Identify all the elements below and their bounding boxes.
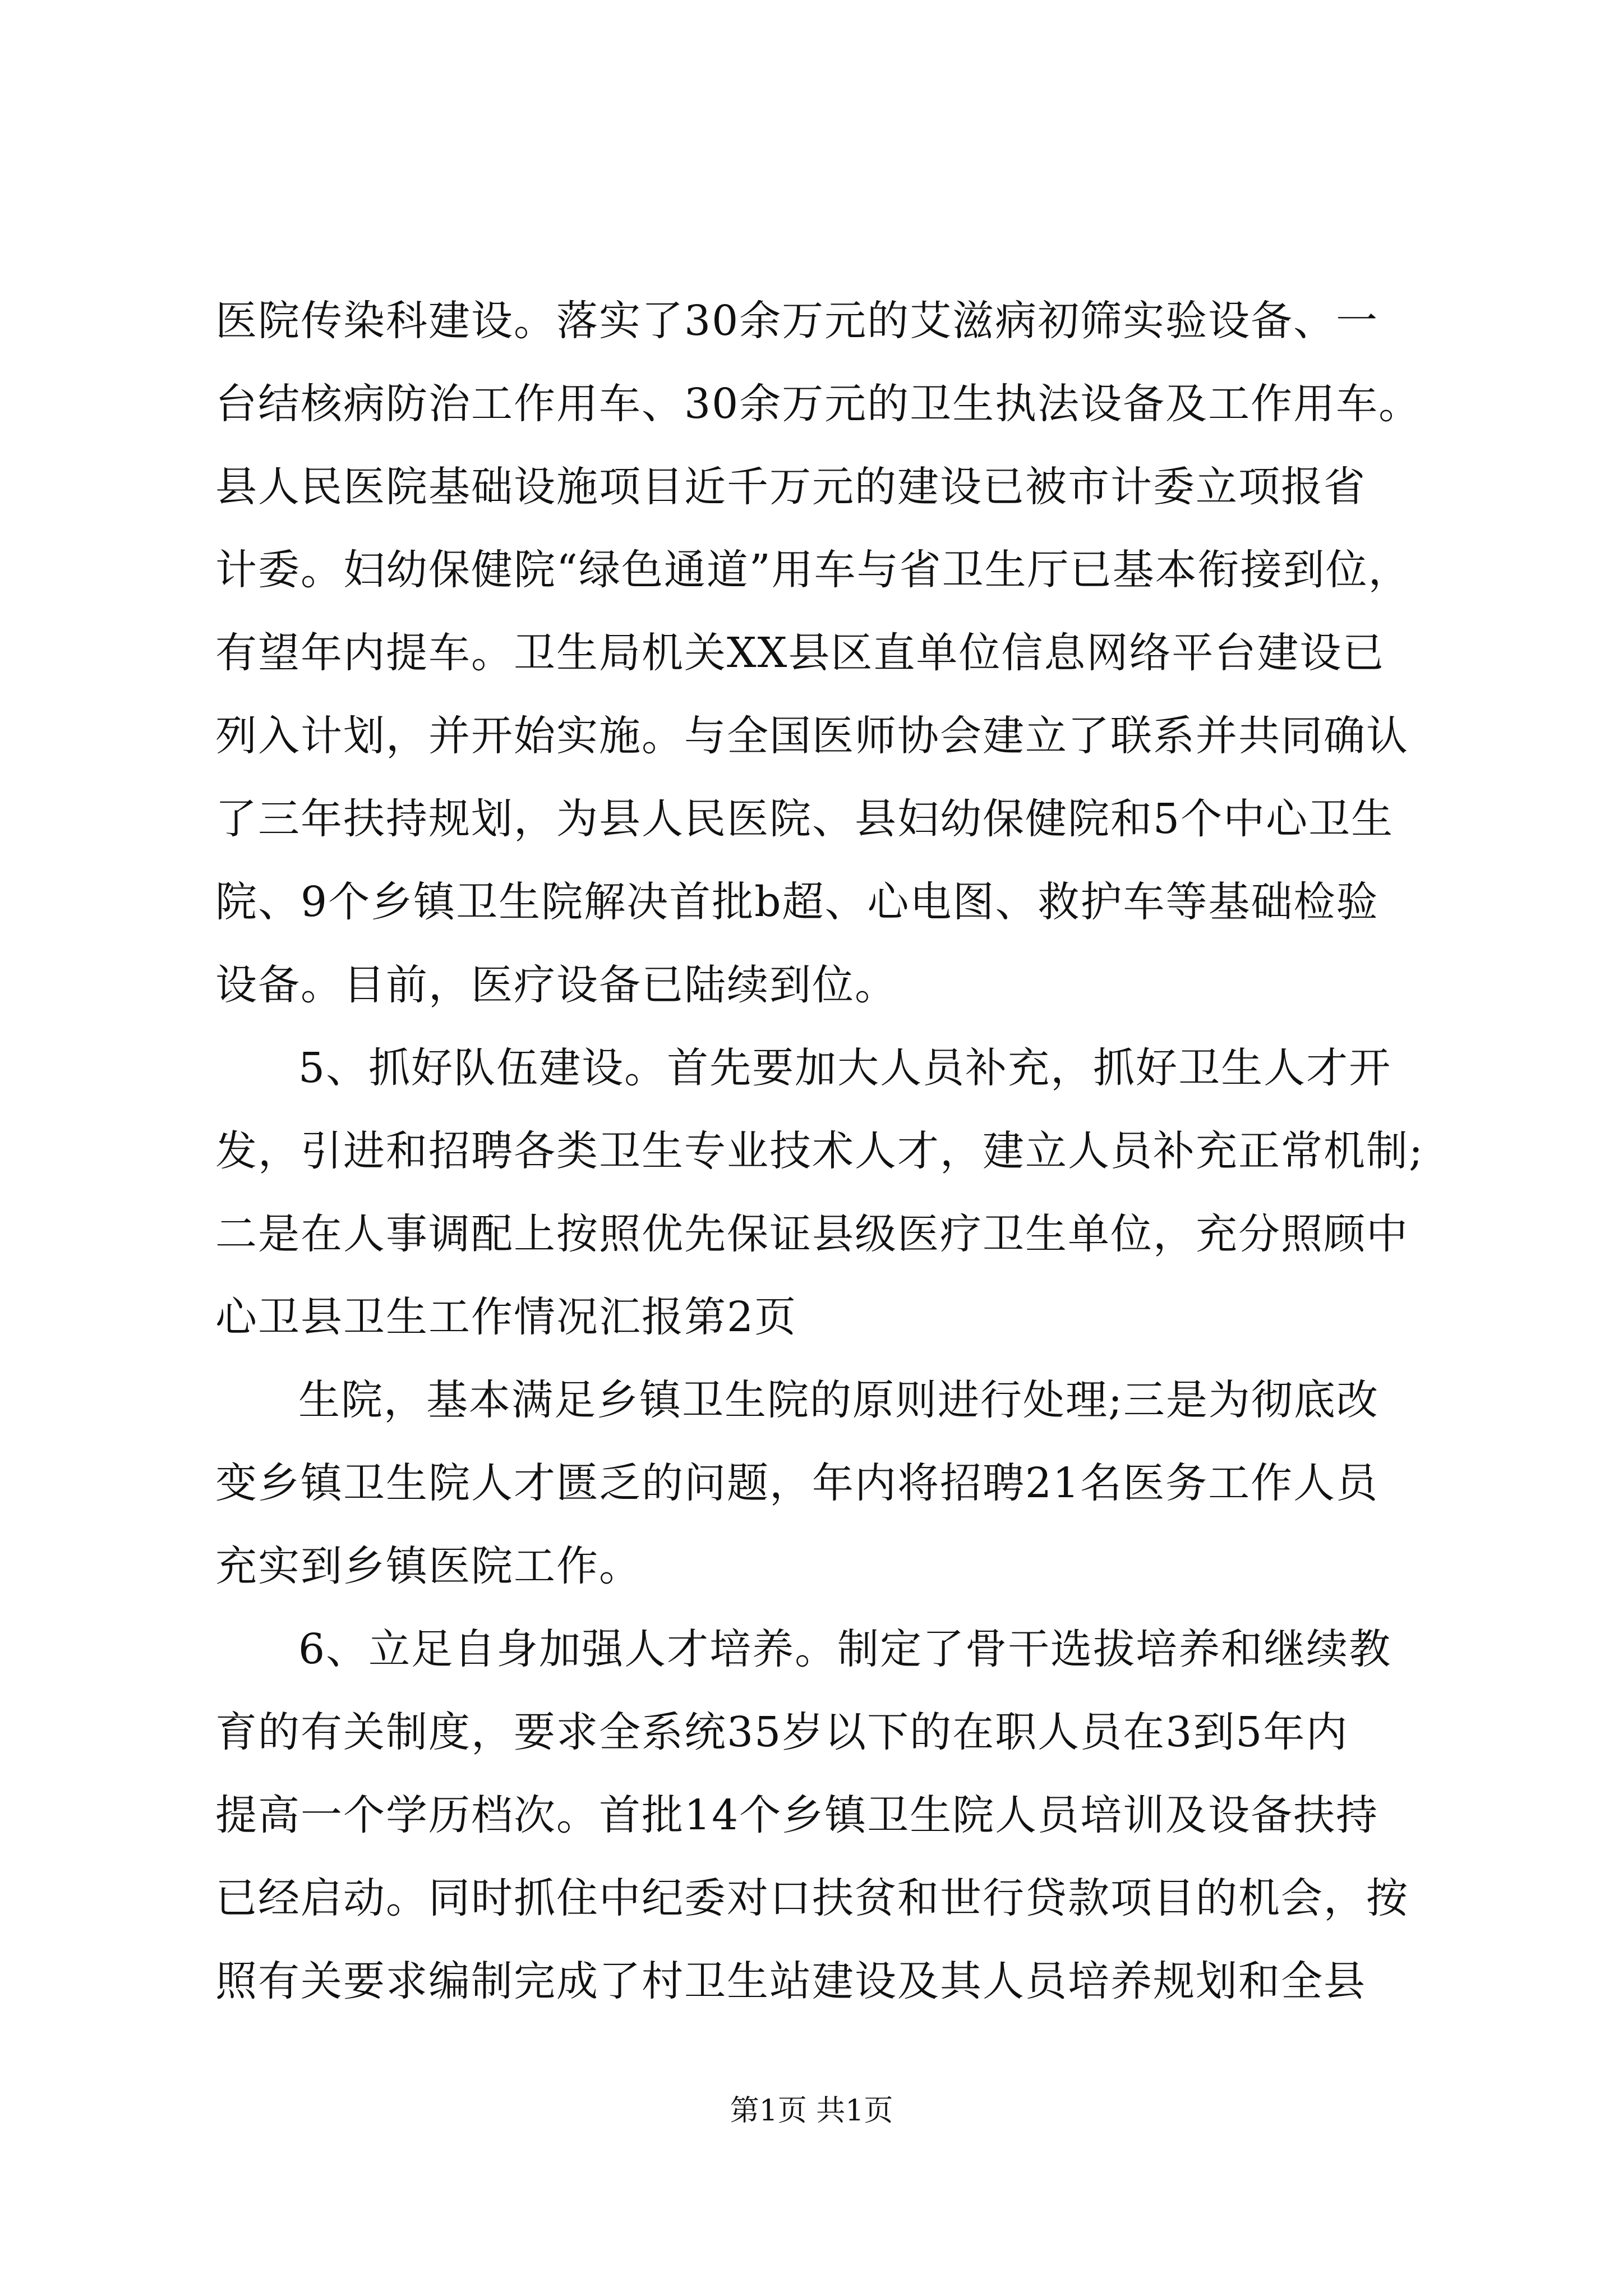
text-line: 5、抓好队伍建设。首先要加大人员补充，抓好卫生人才开	[298, 1044, 1392, 1092]
text-line: 医院传染科建设。落实了30余万元的艾滋病初筛实验设备、一	[215, 297, 1379, 345]
page-footer: 第1页 共1页	[730, 2094, 893, 2128]
paragraph-training	[215, 1608, 1415, 2023]
text-line: 充实到乡镇医院工作。	[215, 1542, 642, 1590]
document-body	[215, 279, 1424, 2023]
text-line: 提高一个学历档次。首批14个乡镇卫生院人员培训及设备扶持	[215, 1791, 1379, 1839]
text-line: 列入计划，并开始实施。与全国医师协会建立了联系并共同确认	[215, 712, 1409, 760]
paragraph-staffing	[215, 1359, 1415, 1608]
paragraph-equipment	[215, 279, 1422, 1027]
text-line: 设备。目前，医疗设备已陆续到位。	[215, 961, 897, 1009]
text-line: 照有关要求编制完成了村卫生站建设及其人员培养规划和全县	[215, 1957, 1366, 2005]
text-line: 心卫县卫生工作情况汇报第2页	[215, 1293, 797, 1341]
text-line: 有望年内提车。卫生局机关XX县区直单位信息网络平台建设已	[215, 629, 1385, 677]
paragraph-team-building	[215, 1027, 1424, 1359]
text-line: 发，引进和招聘各类卫生专业技术人才，建立人员补充正常机制;	[215, 1127, 1424, 1175]
text-line: 育的有关制度，要求全系统35岁以下的在职人员在3到5年内	[215, 1708, 1349, 1756]
text-line: 生院，基本满足乡镇卫生院的原则进行处理;三是为彻底改	[298, 1376, 1379, 1424]
text-line: 变乡镇卫生院人才匮乏的问题，年内将招聘21名医务工作人员	[215, 1459, 1379, 1507]
text-line: 已经启动。同时抓住中纪委对口扶贫和世行贷款项目的机会，按	[215, 1874, 1409, 1922]
text-line: 院、9个乡镇卫生院解决首批b超、心电图、救护车等基础检验	[215, 878, 1379, 926]
text-line: 6、立足自身加强人才培养。制定了骨干选拔培养和继续教	[298, 1625, 1392, 1673]
text-line: 县人民医院基础设施项目近千万元的建设已被市计委立项报省	[215, 463, 1366, 511]
text-line: 台结核病防治工作用车、30余万元的卫生执法设备及工作用车。	[215, 380, 1422, 428]
text-line: 二是在人事调配上按照优先保证县级医疗卫生单位，充分照顾中	[215, 1210, 1409, 1258]
text-line: 计委。妇幼保健院“绿色通道”用车与省卫生厅已基本衔接到位，	[215, 546, 1411, 594]
text-line: 了三年扶持规划，为县人民医院、县妇幼保健院和5个中心卫生	[215, 795, 1394, 843]
